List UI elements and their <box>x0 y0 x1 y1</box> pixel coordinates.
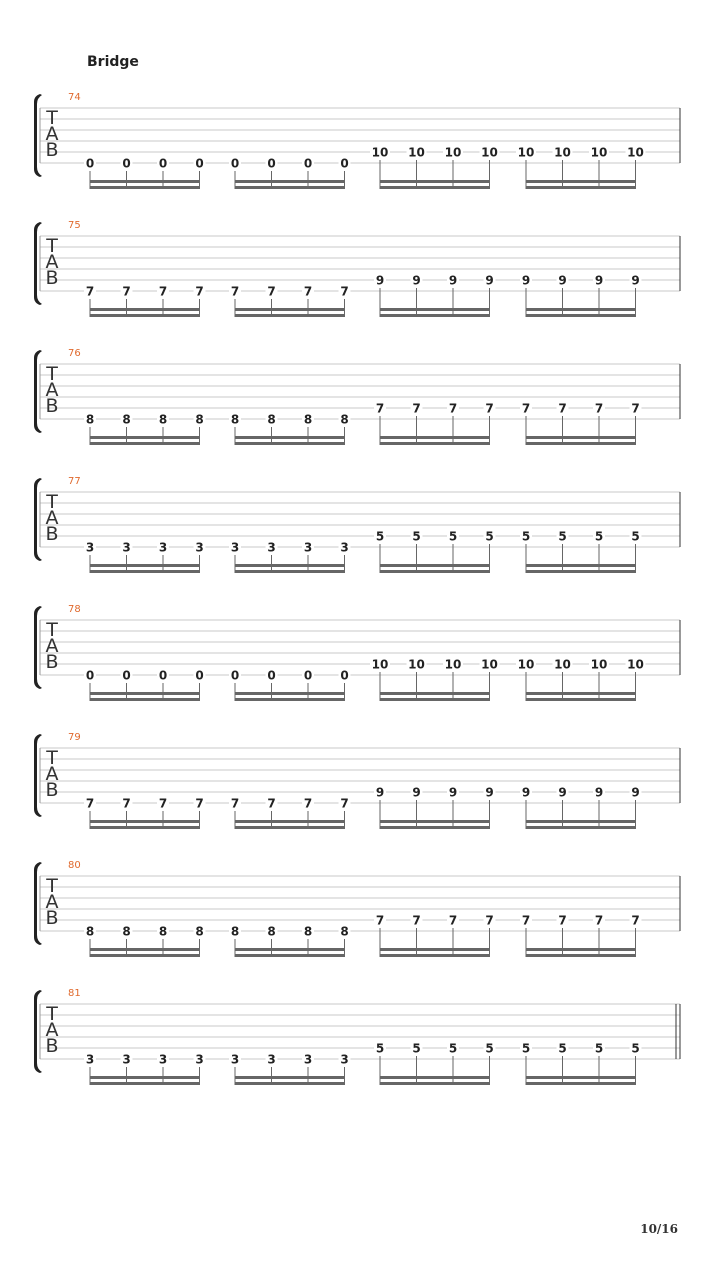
fret-number: 7 <box>340 284 349 299</box>
fret-number: 7 <box>340 796 349 811</box>
fret-number: 9 <box>594 785 604 800</box>
fret-number: 8 <box>340 412 349 427</box>
tab-clef-a: A <box>45 635 59 657</box>
fret-number: 7 <box>631 913 640 928</box>
fret-number: 8 <box>85 412 95 427</box>
tab-staff <box>0 732 720 842</box>
tab-staff <box>0 92 720 202</box>
fret-number: 10 <box>517 657 535 672</box>
fret-number: 0 <box>230 156 240 171</box>
fret-number: 3 <box>303 540 313 555</box>
beam-secondary <box>526 436 636 439</box>
fret-number: 3 <box>340 540 349 555</box>
fret-number: 5 <box>521 529 531 544</box>
beam-secondary <box>526 564 636 567</box>
fret-number: 3 <box>122 540 131 555</box>
beam-primary <box>526 570 636 573</box>
fret-number: 7 <box>267 284 276 299</box>
beam-primary <box>526 186 636 189</box>
tab-clef-b: B <box>45 1035 59 1057</box>
fret-number: 7 <box>85 284 95 299</box>
beam-primary <box>90 826 200 829</box>
beam-secondary <box>526 820 636 823</box>
fret-number: 5 <box>594 529 604 544</box>
fret-number: 3 <box>230 540 240 555</box>
beam-primary <box>380 442 490 445</box>
fret-number: 3 <box>85 540 95 555</box>
beam-primary <box>526 698 636 701</box>
fret-number: 9 <box>631 785 640 800</box>
fret-number: 7 <box>412 913 421 928</box>
fret-number: 8 <box>195 412 204 427</box>
beam-secondary <box>235 436 345 439</box>
fret-number: 10 <box>517 145 535 160</box>
fret-number: 7 <box>85 796 95 811</box>
fret-number: 7 <box>122 796 131 811</box>
fret-number: 5 <box>448 529 458 544</box>
fret-number: 10 <box>371 657 389 672</box>
staff-bracket <box>34 862 42 945</box>
beam-primary <box>235 698 345 701</box>
fret-number: 7 <box>521 401 531 416</box>
beam-primary <box>235 826 345 829</box>
fret-number: 0 <box>267 156 276 171</box>
fret-number: 7 <box>375 913 385 928</box>
beam-primary <box>90 698 200 701</box>
fret-number: 0 <box>85 668 95 683</box>
fret-number: 7 <box>448 401 458 416</box>
fret-number: 9 <box>375 273 385 288</box>
staff-bracket <box>34 606 42 689</box>
fret-number: 5 <box>375 529 385 544</box>
beam-secondary <box>380 308 490 311</box>
fret-number: 9 <box>448 785 458 800</box>
staff-bracket <box>34 478 42 561</box>
beam-secondary <box>526 948 636 951</box>
beam-secondary <box>90 180 200 183</box>
fret-number: 3 <box>303 1052 313 1067</box>
fret-number: 8 <box>122 924 131 939</box>
tab-clef-t: T <box>46 107 58 129</box>
fret-number: 7 <box>558 401 567 416</box>
tab-staff <box>0 860 720 970</box>
beam-primary <box>380 1082 490 1085</box>
tab-clef-t: T <box>46 491 58 513</box>
fret-number: 3 <box>158 1052 168 1067</box>
section-title: Bridge <box>87 54 139 70</box>
fret-number: 0 <box>158 156 168 171</box>
fret-number: 8 <box>267 412 276 427</box>
fret-number: 3 <box>122 1052 131 1067</box>
fret-number: 9 <box>375 785 385 800</box>
beam-primary <box>235 954 345 957</box>
tab-system-77 <box>0 476 720 604</box>
fret-number: 9 <box>521 273 531 288</box>
page-number: 10/16 <box>640 1222 678 1236</box>
fret-number: 0 <box>340 668 349 683</box>
fret-number: 8 <box>195 924 204 939</box>
beam-secondary <box>90 820 200 823</box>
fret-number: 5 <box>521 1041 531 1056</box>
fret-number: 0 <box>158 668 168 683</box>
beam-primary <box>90 954 200 957</box>
fret-number: 7 <box>158 284 168 299</box>
beam-primary <box>526 954 636 957</box>
beam-secondary <box>380 1076 490 1079</box>
beam-primary <box>380 314 490 317</box>
beam-secondary <box>380 820 490 823</box>
fret-number: 7 <box>448 913 458 928</box>
fret-number: 10 <box>590 145 608 160</box>
tab-clef-a: A <box>45 251 59 273</box>
fret-number: 7 <box>158 796 168 811</box>
tab-clef-a: A <box>45 891 59 913</box>
tab-clef-b: B <box>45 651 59 673</box>
tab-clef-a: A <box>45 379 59 401</box>
fret-number: 10 <box>627 145 644 160</box>
fret-number: 5 <box>558 1041 567 1056</box>
beam-primary <box>235 442 345 445</box>
fret-number: 0 <box>195 668 204 683</box>
fret-number: 3 <box>195 1052 204 1067</box>
tab-clef-b: B <box>45 139 59 161</box>
tab-staff <box>0 988 720 1098</box>
beam-primary <box>380 826 490 829</box>
beam-secondary <box>235 564 345 567</box>
beam-secondary <box>235 180 345 183</box>
fret-number: 7 <box>558 913 567 928</box>
beam-secondary <box>90 436 200 439</box>
beam-primary <box>380 954 490 957</box>
beam-secondary <box>235 820 345 823</box>
tab-staff <box>0 220 720 330</box>
staff-bracket <box>34 734 42 817</box>
fret-number: 7 <box>412 401 421 416</box>
beam-secondary <box>526 692 636 695</box>
beam-secondary <box>90 692 200 695</box>
fret-number: 7 <box>485 913 494 928</box>
fret-number: 9 <box>521 785 531 800</box>
fret-number: 10 <box>408 145 425 160</box>
tab-clef-t: T <box>46 747 58 769</box>
fret-number: 10 <box>481 145 498 160</box>
fret-number: 0 <box>230 668 240 683</box>
fret-number: 8 <box>85 924 95 939</box>
fret-number: 0 <box>340 156 349 171</box>
bar-number: 78 <box>68 604 81 615</box>
tab-system-76 <box>0 348 720 476</box>
fret-number: 10 <box>481 657 498 672</box>
beam-secondary <box>90 564 200 567</box>
fret-number: 3 <box>267 540 276 555</box>
bar-number: 74 <box>68 92 81 103</box>
fret-number: 5 <box>485 529 494 544</box>
beam-primary <box>526 442 636 445</box>
beam-primary <box>90 314 200 317</box>
beam-secondary <box>380 692 490 695</box>
beam-secondary <box>90 308 200 311</box>
beam-secondary <box>90 1076 200 1079</box>
tab-clef-b: B <box>45 779 59 801</box>
tab-system-74 <box>0 92 720 220</box>
fret-number: 8 <box>122 412 131 427</box>
beam-primary <box>526 1082 636 1085</box>
beam-secondary <box>526 180 636 183</box>
beam-secondary <box>235 948 345 951</box>
beam-secondary <box>380 564 490 567</box>
fret-number: 7 <box>195 796 204 811</box>
tab-clef <box>44 363 60 417</box>
tab-clef-b: B <box>45 267 59 289</box>
fret-number: 3 <box>195 540 204 555</box>
tab-system-75 <box>0 220 720 348</box>
fret-number: 5 <box>412 529 421 544</box>
tab-system-80 <box>0 860 720 988</box>
fret-number: 0 <box>303 668 313 683</box>
fret-number: 10 <box>444 145 462 160</box>
fret-number: 8 <box>230 412 240 427</box>
fret-number: 8 <box>158 412 168 427</box>
fret-number: 7 <box>195 284 204 299</box>
fret-number: 7 <box>375 401 385 416</box>
fret-number: 8 <box>303 924 313 939</box>
tab-clef-t: T <box>46 875 58 897</box>
beam-primary <box>90 442 200 445</box>
fret-number: 8 <box>303 412 313 427</box>
bar-number: 81 <box>68 988 81 999</box>
fret-number: 5 <box>558 529 567 544</box>
fret-number: 9 <box>448 273 458 288</box>
fret-number: 5 <box>485 1041 494 1056</box>
fret-number: 7 <box>521 913 531 928</box>
fret-number: 0 <box>85 156 95 171</box>
beam-secondary <box>526 308 636 311</box>
beam-primary <box>90 1082 200 1085</box>
beam-primary <box>380 570 490 573</box>
fret-number: 10 <box>444 657 462 672</box>
fret-number: 5 <box>631 529 640 544</box>
tab-system-79 <box>0 732 720 860</box>
fret-number: 7 <box>594 913 604 928</box>
beam-secondary <box>235 308 345 311</box>
tab-clef-b: B <box>45 523 59 545</box>
fret-number: 9 <box>631 273 640 288</box>
fret-number: 10 <box>554 657 571 672</box>
fret-number: 7 <box>303 796 313 811</box>
bar-number: 80 <box>68 860 81 871</box>
beam-secondary <box>235 692 345 695</box>
beam-primary <box>90 186 200 189</box>
fret-number: 0 <box>303 156 313 171</box>
tab-staff <box>0 348 720 458</box>
bar-number: 77 <box>68 476 81 487</box>
staff-bracket <box>34 94 42 177</box>
fret-number: 3 <box>340 1052 349 1067</box>
tab-clef <box>44 747 60 801</box>
tab-clef <box>44 107 60 161</box>
fret-number: 7 <box>485 401 494 416</box>
tab-staff <box>0 476 720 586</box>
tab-clef-t: T <box>46 1003 58 1025</box>
beam-primary <box>235 186 345 189</box>
fret-number: 0 <box>195 156 204 171</box>
tab-clef <box>44 1003 60 1057</box>
fret-number: 9 <box>412 273 421 288</box>
beam-primary <box>526 314 636 317</box>
staff-bracket <box>34 990 42 1073</box>
fret-number: 5 <box>412 1041 421 1056</box>
fret-number: 7 <box>230 796 240 811</box>
beam-primary <box>235 570 345 573</box>
fret-number: 10 <box>371 145 389 160</box>
fret-number: 9 <box>485 273 494 288</box>
fret-number: 7 <box>631 401 640 416</box>
fret-number: 7 <box>267 796 276 811</box>
fret-number: 8 <box>267 924 276 939</box>
tab-clef-a: A <box>45 507 59 529</box>
fret-number: 3 <box>158 540 168 555</box>
beam-primary <box>380 186 490 189</box>
beam-secondary <box>235 1076 345 1079</box>
fret-number: 0 <box>122 668 131 683</box>
tab-clef-a: A <box>45 763 59 785</box>
fret-number: 5 <box>631 1041 640 1056</box>
fret-number: 9 <box>412 785 421 800</box>
fret-number: 8 <box>340 924 349 939</box>
fret-number: 10 <box>408 657 425 672</box>
fret-number: 9 <box>558 273 567 288</box>
fret-number: 9 <box>485 785 494 800</box>
fret-number: 5 <box>375 1041 385 1056</box>
fret-number: 7 <box>594 401 604 416</box>
fret-number: 9 <box>594 273 604 288</box>
tab-clef-t: T <box>46 619 58 641</box>
tab-clef-b: B <box>45 907 59 929</box>
beam-secondary <box>380 436 490 439</box>
fret-number: 7 <box>230 284 240 299</box>
tab-clef <box>44 619 60 673</box>
tab-system-81 <box>0 988 720 1116</box>
fret-number: 0 <box>267 668 276 683</box>
fret-number: 5 <box>594 1041 604 1056</box>
tab-clef-a: A <box>45 1019 59 1041</box>
tab-clef-t: T <box>46 363 58 385</box>
tab-clef <box>44 491 60 545</box>
fret-number: 10 <box>590 657 608 672</box>
bar-number: 79 <box>68 732 81 743</box>
fret-number: 3 <box>267 1052 276 1067</box>
fret-number: 9 <box>558 785 567 800</box>
tab-system-78 <box>0 604 720 732</box>
beam-primary <box>380 698 490 701</box>
bar-number: 75 <box>68 220 81 231</box>
fret-number: 0 <box>122 156 131 171</box>
fret-number: 8 <box>230 924 240 939</box>
fret-number: 3 <box>85 1052 95 1067</box>
tab-clef-t: T <box>46 235 58 257</box>
tab-clef-b: B <box>45 395 59 417</box>
beam-secondary <box>380 948 490 951</box>
staff-bracket <box>34 222 42 305</box>
beam-secondary <box>526 1076 636 1079</box>
fret-number: 10 <box>627 657 644 672</box>
beam-primary <box>526 826 636 829</box>
fret-number: 7 <box>122 284 131 299</box>
tab-clef <box>44 235 60 289</box>
beam-secondary <box>380 180 490 183</box>
beam-primary <box>235 1082 345 1085</box>
tab-clef-a: A <box>45 123 59 145</box>
beam-secondary <box>90 948 200 951</box>
fret-number: 3 <box>230 1052 240 1067</box>
beam-primary <box>235 314 345 317</box>
fret-number: 10 <box>554 145 571 160</box>
tab-staff <box>0 604 720 714</box>
tab-clef <box>44 875 60 929</box>
fret-number: 7 <box>303 284 313 299</box>
fret-number: 5 <box>448 1041 458 1056</box>
fret-number: 8 <box>158 924 168 939</box>
bar-number: 76 <box>68 348 81 359</box>
beam-primary <box>90 570 200 573</box>
staff-bracket <box>34 350 42 433</box>
